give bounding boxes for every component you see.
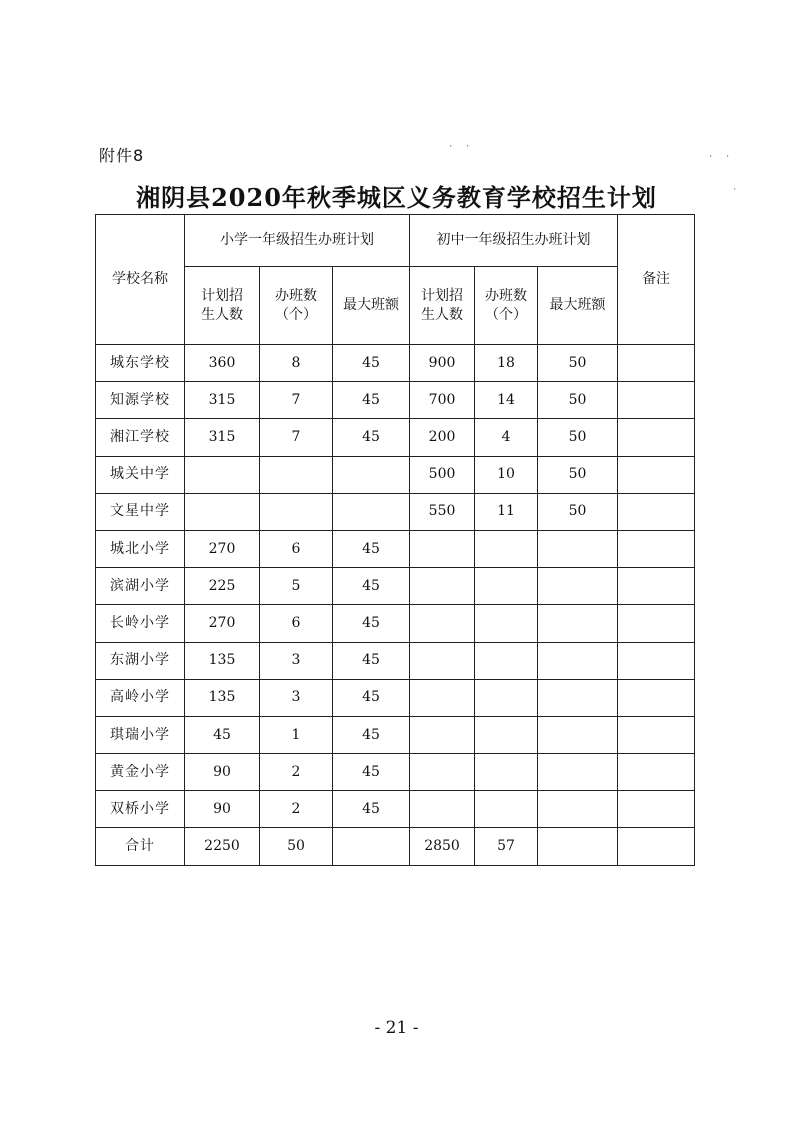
cell-remarks [618,754,695,791]
cell-primary-planned: 90 [185,754,260,791]
cell-primary-max: 45 [333,605,410,642]
cell-primary-max: 45 [333,530,410,567]
table-row [96,642,695,679]
header-text: 生人数 [421,306,464,323]
cell-primary-planned: 315 [185,419,260,456]
cell-primary-planned: 225 [185,568,260,605]
table-row [96,679,695,716]
cell-junior-planned: 550 [410,493,475,530]
cell-junior-planned [410,568,475,605]
header-text: 办班数 [485,287,528,304]
cell-junior-max [538,530,618,567]
cell-junior-planned [410,754,475,791]
cell-school-name: 知源学校 [96,382,185,419]
cell-primary-planned: 135 [185,642,260,679]
header-text: （个） [485,306,528,323]
cell-remarks [618,419,695,456]
cell-primary-max: 45 [333,382,410,419]
table-row [96,382,695,419]
cell-junior-max: 50 [538,419,618,456]
cell-junior-classes [475,791,538,828]
table-body [96,345,695,828]
cell-junior-max [538,754,618,791]
header-primary-group: 小学一年级招生办班计划 [185,215,410,267]
cell-primary-classes [260,493,333,530]
cell-primary-classes [260,456,333,493]
header-remarks: 备注 [618,215,695,345]
total-label: 合计 [96,828,185,866]
total-junior-planned: 2850 [410,828,475,866]
cell-junior-planned: 200 [410,419,475,456]
cell-primary-classes: 7 [260,382,333,419]
cell-junior-planned [410,642,475,679]
cell-remarks [618,679,695,716]
cell-junior-planned: 500 [410,456,475,493]
cell-primary-max [333,493,410,530]
cell-primary-classes: 6 [260,605,333,642]
cell-primary-max [333,456,410,493]
cell-school-name: 城东学校 [96,345,185,382]
total-remarks [618,828,695,866]
header-junior-classes [475,267,538,345]
total-primary-max [333,828,410,866]
header-text: 生人数 [201,306,243,323]
cell-junior-classes: 14 [475,382,538,419]
cell-junior-max: 50 [538,382,618,419]
cell-primary-max: 45 [333,679,410,716]
cell-junior-classes: 4 [475,419,538,456]
cell-primary-classes: 2 [260,791,333,828]
header-primary-planned [185,267,260,345]
cell-primary-planned [185,456,260,493]
cell-junior-max [538,716,618,753]
cell-primary-max: 45 [333,419,410,456]
total-junior-max [538,828,618,866]
table-row [96,530,695,567]
cell-primary-classes: 3 [260,679,333,716]
cell-primary-classes: 5 [260,568,333,605]
cell-primary-planned [185,493,260,530]
cell-junior-classes [475,568,538,605]
header-junior-max: 最大班额 [538,267,618,345]
cell-primary-max: 45 [333,791,410,828]
cell-school-name: 长岭小学 [96,605,185,642]
attachment-label: 附件8 [99,146,145,165]
cell-junior-classes: 18 [475,345,538,382]
table-row [96,716,695,753]
cell-school-name: 湘江学校 [96,419,185,456]
header-junior-group: 初中一年级招生办班计划 [410,215,618,267]
cell-school-name: 黄金小学 [96,754,185,791]
cell-primary-classes: 6 [260,530,333,567]
cell-junior-classes [475,679,538,716]
cell-junior-max [538,605,618,642]
cell-junior-classes [475,716,538,753]
cell-primary-classes: 7 [260,419,333,456]
table-row [96,754,695,791]
table-row [96,605,695,642]
cell-school-name: 东湖小学 [96,642,185,679]
cell-junior-classes [475,605,538,642]
cell-junior-max: 50 [538,345,618,382]
cell-junior-max [538,679,618,716]
scan-speckle: · · [448,142,474,152]
total-junior-classes: 57 [475,828,538,866]
cell-school-name: 城北小学 [96,530,185,567]
document-title: 湘阴县2020年秋季城区义务教育学校招生计划 [136,183,657,212]
cell-remarks [618,568,695,605]
cell-junior-classes [475,642,538,679]
header-primary-max: 最大班额 [333,267,410,345]
cell-primary-planned: 315 [185,382,260,419]
cell-junior-max: 50 [538,456,618,493]
cell-primary-classes: 2 [260,754,333,791]
cell-remarks [618,493,695,530]
cell-junior-planned [410,791,475,828]
cell-junior-planned [410,679,475,716]
header-junior-planned [410,267,475,345]
cell-primary-classes: 1 [260,716,333,753]
cell-junior-max [538,791,618,828]
cell-school-name: 琪瑞小学 [96,716,185,753]
cell-remarks [618,716,695,753]
header-text: 办班数 [275,287,317,304]
header-primary-classes [260,267,333,345]
table-row [96,345,695,382]
cell-junior-planned [410,530,475,567]
cell-school-name: 滨湖小学 [96,568,185,605]
cell-remarks [618,642,695,679]
header-text: 计划招 [201,287,243,304]
cell-remarks [618,791,695,828]
table-row [96,791,695,828]
cell-primary-planned: 270 [185,530,260,567]
scan-speckle: · [732,185,741,195]
cell-school-name: 高岭小学 [96,679,185,716]
cell-junior-max: 50 [538,493,618,530]
cell-primary-planned: 45 [185,716,260,753]
cell-primary-max: 45 [333,568,410,605]
cell-junior-planned [410,605,475,642]
cell-junior-classes [475,530,538,567]
cell-remarks [618,382,695,419]
cell-primary-planned: 360 [185,345,260,382]
cell-junior-max [538,568,618,605]
cell-primary-planned: 90 [185,791,260,828]
cell-primary-max: 45 [333,345,410,382]
table-row [96,493,695,530]
table-row [96,568,695,605]
header-school-name: 学校名称 [96,215,185,345]
cell-primary-classes: 8 [260,345,333,382]
header-text: （个） [275,306,317,323]
total-row [96,828,695,866]
table-row [96,456,695,493]
cell-junior-planned: 900 [410,345,475,382]
scan-speckle: · · [708,152,734,162]
cell-junior-planned [410,716,475,753]
cell-remarks [618,345,695,382]
cell-junior-planned: 700 [410,382,475,419]
cell-school-name: 文星中学 [96,493,185,530]
cell-junior-classes: 11 [475,493,538,530]
cell-primary-classes: 3 [260,642,333,679]
cell-primary-planned: 135 [185,679,260,716]
cell-primary-planned: 270 [185,605,260,642]
header-text: 计划招 [421,287,464,304]
page-number: - 21 - [374,1018,419,1038]
cell-junior-classes: 10 [475,456,538,493]
cell-primary-max: 45 [333,642,410,679]
cell-primary-max: 45 [333,716,410,753]
total-primary-planned: 2250 [185,828,260,866]
cell-school-name: 城关中学 [96,456,185,493]
cell-school-name: 双桥小学 [96,791,185,828]
cell-remarks [618,605,695,642]
cell-junior-classes [475,754,538,791]
cell-junior-max [538,642,618,679]
cell-remarks [618,530,695,567]
table-row [96,419,695,456]
total-primary-classes: 50 [260,828,333,866]
cell-primary-max: 45 [333,754,410,791]
enrollment-plan-table [95,214,695,866]
cell-remarks [618,456,695,493]
